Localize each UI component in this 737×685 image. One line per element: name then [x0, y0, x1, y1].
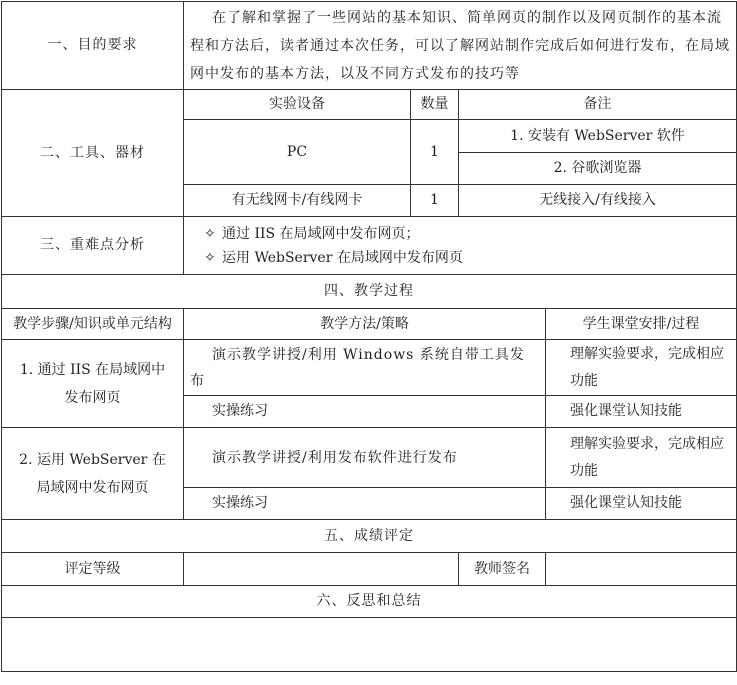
nic-name: 有无线网卡/有线网卡 [184, 185, 411, 217]
step1-method-b: 实操练习 [184, 396, 546, 428]
goals-row [2, 2, 737, 90]
pc-note-2: 2. 谷歌浏览器 [459, 153, 737, 185]
reflection-title-row [2, 586, 737, 618]
grade-level-label: 评定等级 [2, 553, 184, 586]
key-point-item: ✧ 运用 WebServer 在局域网中发布网页 [190, 246, 730, 270]
process-title-row [2, 275, 737, 309]
process-header-row [2, 309, 737, 340]
pc-quantity: 1 [411, 120, 459, 185]
goals-label: 一、目的要求 [2, 2, 184, 90]
arrangement-header: 学生课堂安排/过程 [546, 309, 737, 340]
teacher-signature-label: 教师签名 [459, 553, 546, 586]
step1-row-a [2, 340, 737, 396]
step2-method-b: 实操练习 [184, 488, 546, 520]
key-points-label: 三、重难点分析 [2, 217, 184, 275]
methods-header: 教学方法/策略 [184, 309, 546, 340]
pc-name: PC [184, 120, 411, 185]
diamond-bullet-icon: ✧ [204, 249, 216, 266]
reflection-title: 六、反思和总结 [2, 586, 737, 618]
reflection-content-row [2, 618, 737, 672]
step2-method-a: 演示教学讲授/利用发布软件进行发布 [184, 428, 546, 488]
grade-level-value[interactable] [184, 553, 459, 586]
step1-title: 1. 通过 IIS 在局域网中发布网页 [2, 340, 184, 428]
step2-title: 2. 运用 WebServer 在局域网中发布网页 [2, 428, 184, 520]
key-points-list [184, 217, 737, 275]
step1-arrange-a: 理解实验要求，完成相应功能 [546, 340, 737, 396]
step2-arrange-b: 强化课堂认知技能 [546, 488, 737, 520]
quantity-header: 数量 [411, 90, 459, 120]
pc-note-1: 1. 安装有 WebServer 软件 [459, 120, 737, 153]
goals-text: 在了解和掌握了一些网站的基本知识、简单网页的制作以及网页制作的基本流程和方法后，读者通过本次任务，可以了解网站制作完成后如何进行发布，在局域网中发布的基本方法，以及不同方式发布的技巧等 [184, 2, 737, 90]
diamond-bullet-icon: ✧ [204, 225, 216, 242]
nic-quantity: 1 [411, 185, 459, 217]
grading-title-row [2, 520, 737, 553]
process-title: 四、教学过程 [2, 275, 737, 309]
step2-arrange-a: 理解实验要求，完成相应功能 [546, 428, 737, 488]
step1-arrange-b: 强化课堂认知技能 [546, 396, 737, 428]
grading-title: 五、成绩评定 [2, 520, 737, 553]
nic-note: 无线接入/有线接入 [459, 185, 737, 217]
equipment-header: 实验设备 [184, 90, 411, 120]
lesson-plan-table [1, 1, 737, 672]
tools-label: 二、工具、器材 [2, 90, 184, 217]
key-point-item: ✧ 通过 IIS 在局域网中发布网页； [190, 222, 730, 246]
key-points-row [2, 217, 737, 275]
reflection-content[interactable] [2, 618, 737, 672]
tools-header-row [2, 90, 737, 120]
teacher-signature-value[interactable] [546, 553, 737, 586]
step1-method-a: 演示教学讲授/利用 Windows 系统自带工具发布 [184, 340, 546, 396]
notes-header: 备注 [459, 90, 737, 120]
grading-row [2, 553, 737, 586]
steps-header: 教学步骤/知识或单元结构 [2, 309, 184, 340]
step2-row-a [2, 428, 737, 488]
